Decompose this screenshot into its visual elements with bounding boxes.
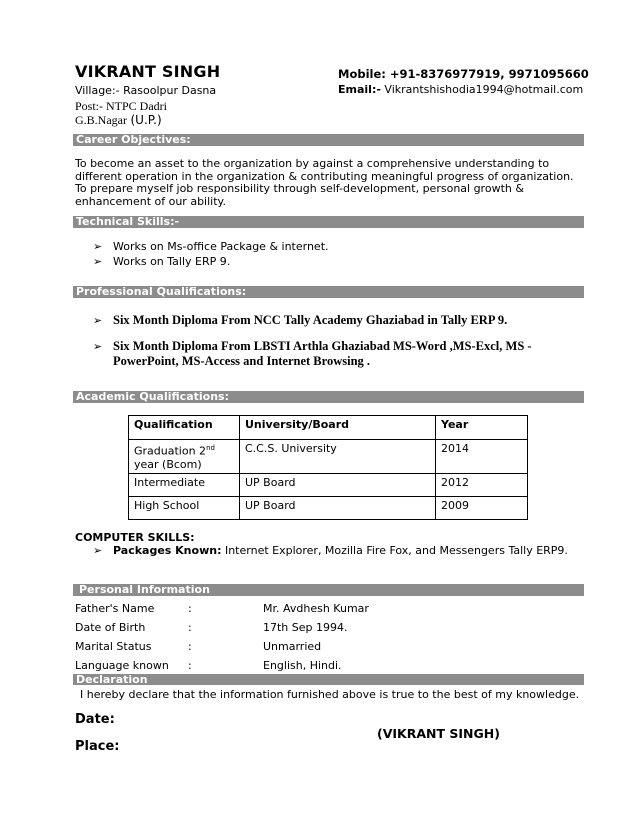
post-line: Post:- NTPC Dadri <box>75 99 168 113</box>
language-label: Language known <box>75 659 169 672</box>
declaration-heading: Declaration <box>73 674 584 685</box>
signature-name: (VIKRANT SINGH) <box>377 726 500 741</box>
colon: : <box>188 621 192 634</box>
father-label: Father's Name <box>75 602 155 615</box>
dob-label: Date of Birth <box>75 621 146 634</box>
email-label: Email:- <box>338 83 381 96</box>
qualification-cell <box>129 440 240 474</box>
marital-value: Unmarried <box>263 640 322 653</box>
bullet-icon: ➢ <box>93 340 103 353</box>
bullet-icon: ➢ <box>93 240 103 253</box>
qualification-cell: Intermediate <box>129 473 240 496</box>
grad-main: Graduation 2 <box>134 444 207 458</box>
bullet-icon: ➢ <box>93 544 103 557</box>
packages-value: Internet Explorer, Mozilla Fire Fox, and Messengers Tally ERP9. <box>224 544 568 557</box>
bullet-icon: ➢ <box>93 255 103 268</box>
village-line: Village:- Rasoolpur Dasna <box>75 84 217 97</box>
nagar-text: G.B.Nagar <box>75 113 127 127</box>
career-heading: Career Objectives: <box>73 134 584 146</box>
year-cell: 2009 <box>436 496 528 519</box>
column-header: Qualification <box>129 416 240 440</box>
column-header: Year <box>436 416 528 440</box>
computer-skills-line <box>113 544 568 557</box>
year-cell: 2014 <box>436 440 528 474</box>
professional-item-1: Six Month Diploma From NCC Tally Academy Ghaziabad in Tally ERP 9. <box>113 313 508 327</box>
table-row <box>129 440 528 474</box>
father-value: Mr. Avdhesh Kumar <box>263 602 369 615</box>
table-row <box>129 496 528 519</box>
packages-label: Packages Known: <box>113 544 222 557</box>
technical-heading: Technical Skills:- <box>73 216 584 228</box>
column-header: University/Board <box>240 416 436 440</box>
grad-sup: nd <box>206 444 215 452</box>
place-label: Place: <box>75 739 120 754</box>
personal-heading: Personal Information <box>73 584 584 596</box>
qualification-cell: High School <box>129 496 240 519</box>
email-value: Vikrantshishodia1994@hotmail.com <box>384 83 584 96</box>
board-cell: UP Board <box>240 473 436 496</box>
technical-item-1: Works on Ms-office Package & internet. <box>113 240 329 253</box>
colon: : <box>188 602 192 615</box>
bullet-icon: ➢ <box>93 314 103 327</box>
board-cell: C.C.S. University <box>240 440 436 474</box>
technical-item-2: Works on Tally ERP 9. <box>113 255 231 268</box>
year-cell: 2012 <box>436 473 528 496</box>
candidate-name: VIKRANT SINGH <box>75 62 221 81</box>
state-text: (U.P.) <box>130 113 162 127</box>
dob-value: 17th Sep 1994. <box>263 621 348 634</box>
professional-item-2: Six Month Diploma From LBSTI Arthla Ghaziabad MS-Word ,MS-Excl, MS - PowerPoint, MS-Access and Internet Browsing . <box>113 339 532 368</box>
mobile-label: Mobile: <box>338 67 386 81</box>
professional-heading: Professional Qualifications: <box>73 286 584 298</box>
academic-heading: Academic Qualifications: <box>73 391 584 403</box>
declaration-text: I hereby declare that the information furnished above is true to the best of my knowledge. <box>80 688 580 701</box>
board-cell: UP Board <box>240 496 436 519</box>
grad-rest: year (Bcom) <box>134 457 202 471</box>
colon: : <box>188 659 192 672</box>
academic-table <box>128 415 528 520</box>
computer-heading: COMPUTER SKILLS: <box>75 531 195 544</box>
career-text: To become an asset to the organization by against a comprehensive understanding to different operation in the organization & contributing meaningful progress of organization. To prepare myself job responsibility through self-development, personal growth & enhancement of our ability. <box>75 157 574 208</box>
date-label: Date: <box>75 712 115 727</box>
mobile-value: +91-8376977919, 9971095660 <box>389 67 589 81</box>
nagar-line <box>75 113 162 128</box>
table-row <box>129 473 528 496</box>
table-header-row <box>129 416 528 440</box>
email-line <box>338 83 583 96</box>
mobile-line <box>338 67 589 81</box>
colon: : <box>188 640 192 653</box>
language-value: English, Hindi. <box>263 659 342 672</box>
marital-label: Marital Status <box>75 640 152 653</box>
